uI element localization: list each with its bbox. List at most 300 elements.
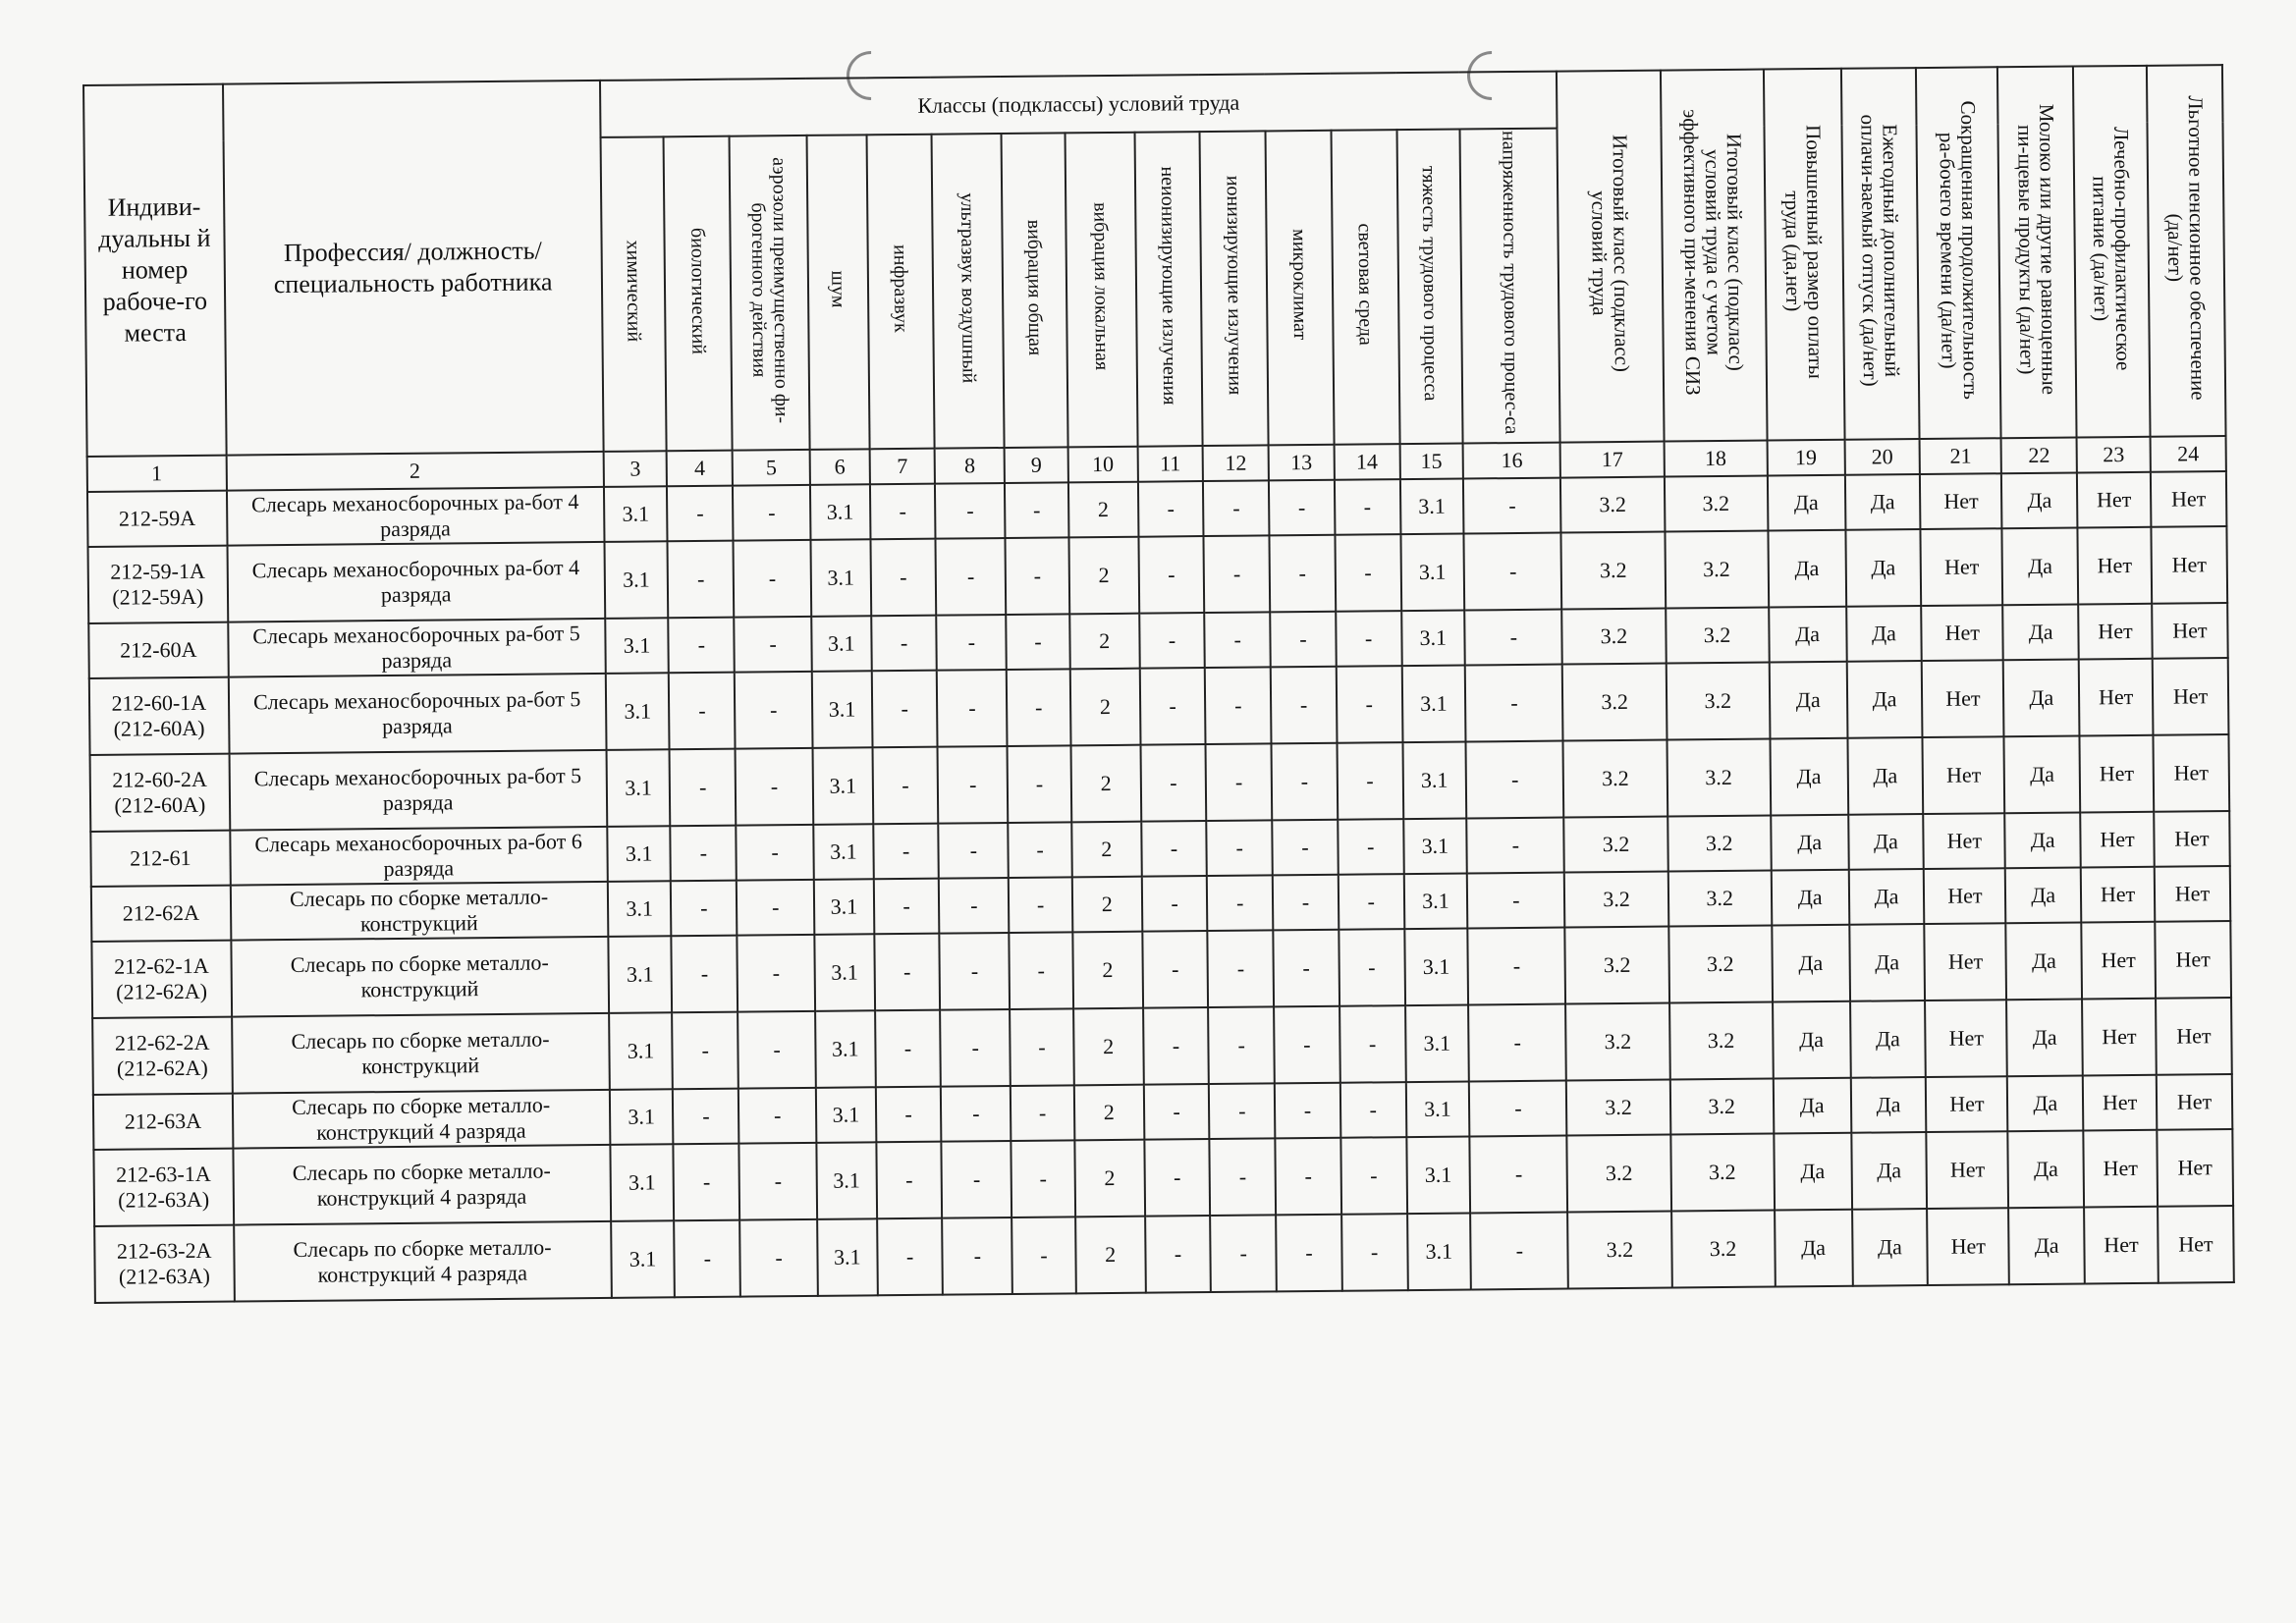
value-cell: Да [1772, 925, 1850, 1002]
value-cell: 3.2 [1566, 1080, 1670, 1136]
value-cell: 3.1 [811, 539, 871, 617]
value-cell: 3.1 [814, 934, 874, 1011]
header-pension: Льготное пенсионное обеспечение (да/нет) [2147, 65, 2226, 437]
value-cell: Нет [2078, 604, 2152, 660]
value-cell: - [1469, 1081, 1567, 1137]
value-cell: Да [2003, 605, 2079, 661]
value-cell: - [870, 539, 936, 617]
value-cell: - [736, 748, 814, 826]
header-factor-ionizing: ионизирующие излучения [1200, 131, 1269, 446]
value-cell: - [1467, 873, 1565, 929]
value-cell: 3.2 [1568, 1212, 1672, 1289]
value-cell: - [1145, 1216, 1211, 1293]
document-sheet [82, 64, 2235, 1304]
value-cell: Да [1775, 1210, 1853, 1287]
value-cell: - [1339, 874, 1404, 930]
value-cell: - [939, 878, 1009, 934]
value-cell: - [1339, 929, 1404, 1006]
profession-cell: Слесарь механосборочных ра-бот 5 разряда [228, 674, 606, 754]
value-cell: Нет [2084, 1207, 2159, 1284]
value-cell: Нет [1923, 736, 2005, 814]
value-cell: Да [1768, 530, 1846, 608]
header-factor-lighting: световая среда [1331, 130, 1399, 445]
value-cell: - [877, 1218, 943, 1296]
column-number: 16 [1463, 443, 1561, 479]
value-cell: 3.1 [816, 1087, 876, 1143]
value-cell: Нет [2155, 921, 2231, 999]
column-number: 3 [603, 451, 667, 487]
value-cell: Нет [2151, 471, 2227, 527]
value-cell: 3.2 [1667, 816, 1772, 872]
value-cell: - [670, 749, 736, 827]
value-cell: 3.1 [610, 1144, 674, 1221]
value-cell: - [1465, 665, 1563, 742]
value-cell: 2 [1073, 1008, 1144, 1086]
value-cell: - [1010, 1008, 1073, 1086]
value-cell: Да [1769, 607, 1846, 663]
value-cell: Да [1774, 1133, 1852, 1211]
workplace-number-cell: 212-63А [93, 1094, 233, 1150]
value-cell: 3.1 [1404, 928, 1468, 1005]
value-cell: - [1205, 667, 1271, 744]
value-cell: - [671, 881, 737, 937]
value-cell: 3.2 [1666, 663, 1770, 740]
workplace-number-cell: 212-63-2А (212-63А) [94, 1225, 234, 1303]
value-cell: 3.2 [1670, 1134, 1775, 1212]
value-cell: 3.1 [813, 824, 873, 880]
value-cell: Да [1848, 869, 1924, 925]
value-cell: 3.1 [1401, 666, 1465, 743]
value-cell: 3.1 [1401, 611, 1465, 667]
value-cell: 3.1 [606, 673, 670, 750]
value-cell: Нет [2154, 811, 2230, 867]
value-cell: - [735, 672, 813, 749]
value-cell: Да [1774, 1078, 1851, 1134]
value-cell: Да [1771, 870, 1848, 926]
profession-cell: Слесарь механосборочных ра-бот 5 разряда [228, 619, 606, 677]
value-cell: Да [2007, 1075, 2083, 1131]
value-cell: - [939, 823, 1009, 879]
value-cell: - [1270, 612, 1336, 668]
value-cell: - [1138, 536, 1204, 614]
header-factor-microclimate: микроклимат [1266, 131, 1335, 446]
value-cell: 3.1 [817, 1218, 877, 1296]
value-cell: 3.1 [812, 671, 872, 748]
header-factor-biological: биологический [664, 136, 733, 452]
value-cell: - [1011, 1085, 1074, 1141]
value-cell: - [940, 933, 1011, 1010]
profession-cell: Слесарь механосборочных ра-бот 5 разряда [229, 750, 607, 831]
value-cell: 3.2 [1667, 739, 1771, 817]
value-cell: - [1207, 875, 1273, 931]
value-cell: - [739, 1219, 818, 1297]
value-cell: - [1008, 745, 1071, 823]
header-conditions-group: Классы (подклассы) условий труда [600, 72, 1558, 137]
column-number: 12 [1203, 445, 1269, 481]
header-factor-labor-intensity: напряженность трудового процес-са [1460, 129, 1560, 444]
value-cell: 3.2 [1565, 927, 1669, 1004]
value-cell: - [942, 1141, 1012, 1218]
value-cell: 3.2 [1665, 476, 1769, 532]
value-cell: Нет [2153, 658, 2229, 735]
value-cell: - [1009, 877, 1072, 933]
value-cell: - [1274, 1006, 1339, 1084]
header-factor-local-vibration: вибрация локальная [1065, 133, 1137, 448]
value-cell: Нет [2157, 1074, 2233, 1130]
profession-cell: Слесарь по сборке металло-конструкций 4 разряда [234, 1221, 612, 1302]
value-cell: 3.1 [813, 747, 873, 825]
value-cell: 3.2 [1666, 608, 1770, 664]
header-factor-general-vibration: вибрация общая [1002, 133, 1068, 448]
value-cell: - [736, 825, 813, 881]
value-cell: 3.1 [611, 1220, 675, 1298]
value-cell: - [937, 670, 1008, 747]
value-cell: Да [1771, 815, 1848, 871]
value-cell: Да [1845, 529, 1922, 607]
column-number: 22 [2001, 438, 2077, 474]
column-number: 5 [733, 450, 810, 486]
value-cell: 3.1 [1405, 1004, 1469, 1082]
column-number: 7 [869, 449, 935, 485]
value-cell: - [733, 485, 810, 541]
value-cell: 3.1 [1402, 742, 1466, 820]
value-cell: Да [2008, 1130, 2085, 1208]
value-cell: - [1275, 1138, 1340, 1216]
column-number: 2 [226, 452, 604, 491]
value-cell: 3.1 [816, 1142, 876, 1219]
workplace-number-cell: 212-59-1А (212-59А) [88, 546, 228, 623]
value-cell: 3.1 [606, 749, 670, 827]
value-cell: - [1208, 1006, 1274, 1084]
profession-cell: Слесарь механосборочных ра-бот 6 разряда [230, 827, 608, 886]
value-cell: - [936, 538, 1007, 616]
value-cell: - [675, 1220, 740, 1298]
value-cell: Да [1850, 1001, 1927, 1078]
value-cell: Нет [2080, 735, 2155, 813]
value-cell: 3.2 [1563, 740, 1667, 818]
value-cell: Нет [1924, 813, 2005, 869]
value-cell: Нет [2082, 999, 2157, 1076]
profession-cell: Слесарь по сборке металло-конструкций 4 разряда [233, 1145, 611, 1225]
value-cell: - [1272, 743, 1338, 821]
value-cell: 2 [1070, 745, 1141, 823]
value-cell: Нет [1922, 605, 2003, 661]
value-cell: - [1141, 876, 1207, 932]
value-cell: - [1340, 1082, 1406, 1138]
value-cell: Да [1848, 814, 1924, 870]
value-cell: Нет [2158, 1206, 2234, 1283]
value-cell: 3.1 [814, 879, 874, 935]
value-cell: Нет [1925, 1000, 2007, 1077]
value-cell: 2 [1068, 537, 1139, 615]
column-number: 10 [1067, 447, 1137, 483]
value-cell: Да [2002, 528, 2079, 606]
value-cell: - [1273, 930, 1339, 1007]
value-cell: - [938, 746, 1009, 824]
value-cell: - [1008, 822, 1071, 878]
value-cell: 2 [1068, 482, 1138, 538]
value-cell: - [669, 618, 735, 674]
value-cell: Да [2008, 1207, 2085, 1284]
value-cell: Нет [2081, 922, 2156, 1000]
value-cell: 3.1 [811, 616, 871, 672]
value-cell: - [738, 1011, 816, 1089]
value-cell: - [940, 1009, 1011, 1087]
value-cell: - [1204, 535, 1270, 613]
column-number: 9 [1005, 447, 1068, 483]
value-cell: 3.2 [1562, 609, 1667, 665]
value-cell: - [1335, 534, 1400, 612]
header-factor-labor-severity: тяжесть трудового процесса [1396, 130, 1463, 445]
table-body [87, 471, 2234, 1303]
value-cell: - [1006, 537, 1069, 615]
profession-cell: Слесарь по сборке металло-конструкций [232, 1013, 610, 1094]
value-cell: - [1464, 533, 1562, 611]
value-cell: - [1140, 744, 1206, 822]
workplace-number-cell: 212-61 [90, 831, 230, 887]
value-cell: - [875, 1010, 941, 1088]
value-cell: Нет [2157, 1129, 2233, 1207]
value-cell: Да [2006, 923, 2083, 1001]
value-cell: - [1269, 480, 1335, 536]
value-cell: 3.1 [607, 826, 671, 882]
value-cell: Нет [2083, 1130, 2158, 1208]
value-cell: - [1339, 1005, 1405, 1083]
value-cell: - [1206, 743, 1272, 821]
value-cell: - [1011, 1140, 1075, 1217]
value-cell: - [1336, 611, 1401, 667]
value-cell: 3.2 [1665, 531, 1769, 609]
header-milk: Молоко или другие равноценные пи-щевые продукты (да/нет) [1997, 67, 2076, 439]
header-factor-infrasound: инфразвук [866, 135, 935, 450]
value-cell: Да [1851, 1132, 1928, 1210]
value-cell: - [1011, 1217, 1075, 1294]
value-cell: - [673, 1012, 738, 1090]
workplace-number-cell: 212-63-1А (212-63А) [93, 1149, 233, 1226]
value-cell: - [738, 935, 816, 1012]
value-cell: 3.1 [1403, 819, 1467, 875]
value-cell: Нет [2152, 603, 2228, 659]
value-cell: 3.1 [609, 1012, 673, 1090]
value-cell: - [1006, 614, 1069, 670]
value-cell: - [1208, 930, 1274, 1007]
value-cell: - [1207, 820, 1273, 876]
value-cell: - [1210, 1138, 1276, 1216]
column-number: 11 [1137, 446, 1203, 482]
value-cell: Да [1849, 924, 1926, 1001]
working-conditions-table [82, 64, 2235, 1304]
value-cell: - [738, 1088, 816, 1144]
column-number: 17 [1560, 442, 1664, 478]
value-cell: Да [1846, 606, 1922, 662]
value-cell: 3.2 [1561, 532, 1666, 610]
column-number: 14 [1334, 444, 1399, 480]
value-cell: Да [1844, 474, 1920, 530]
column-number: 21 [1920, 438, 2001, 474]
value-cell: - [1205, 612, 1271, 668]
value-cell: 3.1 [1400, 534, 1464, 612]
value-cell: - [1276, 1215, 1341, 1292]
column-number: 23 [2077, 437, 2151, 473]
value-cell: - [1010, 932, 1073, 1009]
header-factor-chemical: химический [600, 136, 667, 452]
workplace-number-cell: 212-59А [87, 491, 227, 547]
column-number: 4 [667, 451, 733, 487]
value-cell: Да [1847, 737, 1924, 815]
value-cell: Нет [2151, 526, 2227, 604]
value-cell: - [669, 673, 735, 750]
value-cell: - [1271, 667, 1337, 744]
value-cell: - [1141, 821, 1207, 877]
value-cell: - [1337, 742, 1402, 820]
value-cell: - [667, 486, 733, 542]
value-cell: 3.2 [1671, 1211, 1776, 1288]
value-cell: Нет [2077, 472, 2151, 528]
value-cell: - [1144, 1139, 1210, 1217]
value-cell: Нет [1925, 923, 2007, 1001]
workplace-number-cell: 212-62-1А (212-62А) [91, 941, 231, 1018]
value-cell: Да [2003, 660, 2080, 737]
header-profession: Профессия/ должность/ специальность работника [223, 81, 604, 456]
value-cell: 3.1 [1403, 874, 1467, 930]
column-number: 19 [1767, 440, 1844, 476]
value-cell: Нет [2079, 659, 2154, 736]
profession-cell: Слесарь по сборке металло-конструкций [231, 937, 609, 1017]
value-cell: - [871, 671, 937, 748]
column-number: 1 [87, 456, 227, 492]
value-cell: 3.1 [815, 1010, 875, 1088]
value-cell: 3.2 [1669, 1079, 1774, 1135]
value-cell: - [1143, 1084, 1209, 1140]
workplace-number-cell: 212-60-2А (212-60А) [90, 754, 230, 832]
header-final-class-ppe: Итоговый класс (подкласс) условий труда с учетом эффективного при-менения СИЗ [1661, 70, 1768, 442]
value-cell: - [1470, 1136, 1568, 1214]
value-cell: Нет [1924, 868, 2005, 924]
value-cell: Нет [2153, 734, 2229, 812]
value-cell: - [876, 1087, 942, 1143]
value-cell: 2 [1075, 1217, 1146, 1294]
value-cell: Нет [2156, 998, 2232, 1075]
value-cell: Да [1768, 475, 1845, 531]
value-cell: 3.2 [1668, 926, 1773, 1003]
value-cell: 3.2 [1567, 1135, 1671, 1213]
value-cell: Нет [1921, 528, 2003, 606]
header-final-class: Итоговый класс (подкласс) условий труда [1557, 71, 1664, 443]
value-cell: - [1468, 1004, 1566, 1082]
header-factor-ultrasound: ультразвук воздушный [932, 134, 1005, 449]
value-cell: 3.1 [608, 881, 672, 937]
value-cell: 3.2 [1560, 477, 1665, 533]
value-cell: - [1272, 820, 1338, 876]
column-number: 20 [1844, 439, 1920, 475]
value-cell: Да [2004, 736, 2081, 814]
value-cell: - [1337, 666, 1402, 743]
value-cell: - [943, 1217, 1013, 1295]
value-cell: - [668, 541, 734, 619]
value-cell: - [1341, 1214, 1407, 1291]
value-cell: Нет [1922, 660, 2004, 737]
value-cell: 3.1 [1405, 1081, 1469, 1137]
value-cell: Нет [1927, 1208, 2009, 1285]
value-cell: - [1335, 479, 1400, 535]
value-cell: - [1466, 818, 1564, 874]
workplace-number-cell: 212-60А [88, 622, 228, 678]
value-cell: 3.2 [1564, 817, 1668, 873]
value-cell: - [1139, 613, 1205, 669]
value-cell: Да [1850, 1077, 1926, 1133]
value-cell: 3.2 [1562, 664, 1667, 741]
value-cell: - [1466, 741, 1564, 819]
value-cell: Нет [1927, 1131, 2009, 1209]
header-increased-pay: Повышенный размер оплаты труда (да,нет) [1764, 69, 1844, 441]
value-cell: 3.1 [605, 618, 669, 674]
workplace-number-cell: 212-62-2А (212-62А) [92, 1017, 232, 1095]
value-cell: 3.1 [604, 541, 668, 619]
value-cell: - [1005, 482, 1068, 538]
column-number: 24 [2151, 436, 2226, 472]
value-cell: 3.1 [1406, 1136, 1470, 1214]
value-cell: 3.1 [604, 486, 668, 542]
column-number: 8 [935, 448, 1005, 484]
value-cell: - [870, 484, 936, 540]
value-cell: - [1468, 928, 1566, 1005]
value-cell: - [673, 1089, 738, 1145]
value-cell: - [872, 747, 938, 825]
value-cell: 3.2 [1566, 1003, 1670, 1081]
value-cell: - [1210, 1215, 1276, 1292]
value-cell: 3.1 [608, 936, 672, 1013]
value-cell: - [1275, 1083, 1340, 1139]
value-cell: 3.1 [610, 1089, 674, 1145]
value-cell: - [941, 1086, 1011, 1142]
value-cell: - [1007, 669, 1070, 746]
value-cell: - [672, 936, 738, 1013]
value-cell: 2 [1074, 1085, 1144, 1141]
header-additional-leave: Ежегодный дополнительный оплачи-ваемый отпуск (да/нет) [1841, 68, 1920, 440]
value-cell: 3.2 [1667, 871, 1772, 927]
value-cell: 2 [1074, 1140, 1145, 1217]
value-cell: Нет [2083, 1075, 2157, 1131]
value-cell: - [1340, 1137, 1406, 1215]
workplace-number-cell: 212-60-1А (212-60А) [89, 677, 229, 755]
value-cell: Нет [1926, 1076, 2007, 1132]
value-cell: - [1463, 478, 1561, 534]
value-cell: 3.1 [1399, 479, 1463, 535]
value-cell: Да [2006, 999, 2083, 1076]
value-cell: - [873, 879, 939, 935]
value-cell: 2 [1072, 932, 1143, 1009]
value-cell: - [935, 483, 1005, 539]
value-cell: - [1270, 535, 1336, 613]
header-factor-noise: шум [807, 135, 870, 450]
value-cell: 3.2 [1669, 1002, 1774, 1080]
value-cell: - [873, 824, 939, 880]
value-cell: - [674, 1144, 739, 1221]
header-factor-aerosols: аэрозоли преимущественно фи-брогенного действия [730, 135, 810, 451]
header-workplace-number: Индиви-дуальны й номер рабоче-го места [83, 84, 226, 457]
value-cell: - [1139, 668, 1205, 745]
value-cell: Да [2005, 813, 2081, 869]
workplace-number-cell: 212-62А [91, 886, 231, 942]
value-cell: Нет [2080, 812, 2154, 868]
value-cell: Нет [2081, 867, 2155, 923]
value-cell: - [734, 540, 812, 618]
value-cell: 2 [1071, 822, 1141, 878]
value-cell: Да [1769, 662, 1847, 739]
value-cell: Нет [2155, 866, 2231, 922]
value-cell: Нет [2078, 527, 2153, 605]
value-cell: Да [1773, 1001, 1851, 1079]
